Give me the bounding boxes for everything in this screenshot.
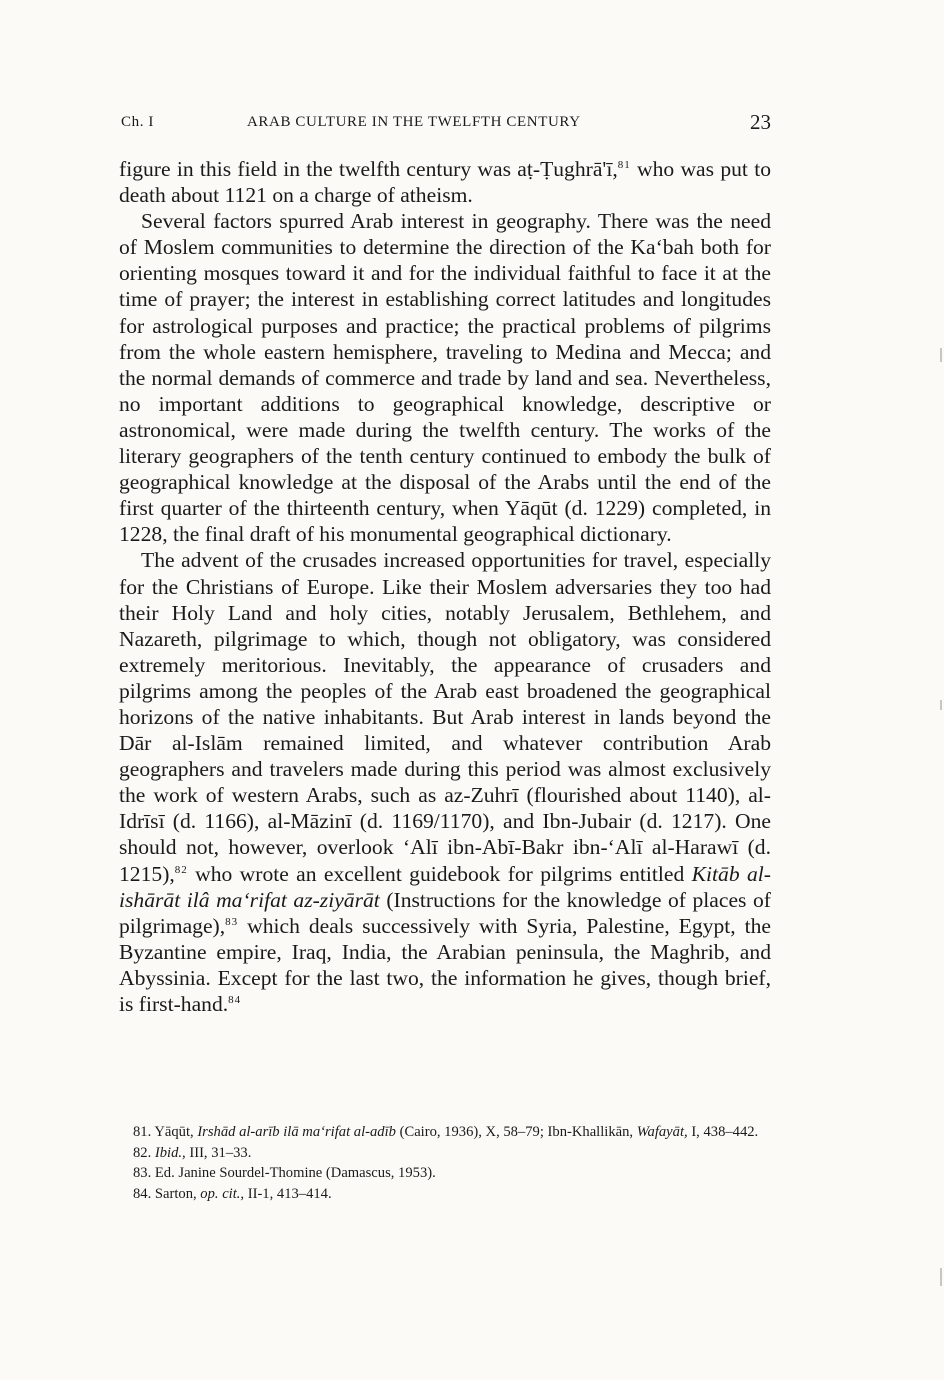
footnote [119,1163,771,1184]
running-title: ARAB CULTURE IN THE TWELFTH CENTURY [247,114,581,130]
text-run: 82. [133,1144,155,1161]
text-run: 83. Ed. Janine Sourdel-Thomine (Damascus, 1953). [133,1165,436,1181]
body-text [119,156,771,1017]
margin-mark [940,1268,942,1286]
text-run: 81. Yāqūt, [133,1124,198,1140]
footnote-ref: 84 [228,994,242,1006]
margin-mark [940,700,942,710]
footnote-ref: 82 [174,863,188,876]
text-run: The advent of the crusades increased opportunities for travel, especially for the Christians of Europe. Like their Moslem adversaries they too had their Holy Land and holy cities, notably Jerusalem, Bethlehem, and Nazareth, pilgrimage to which, though not obligatory, was considered extremely meritorious. Inevitably, the appearance of crusaders and pilgrims among the peoples of the Arab east broadened the geographical horizons of the native inhabitants. But Arab interest in lands beyond the Dār al-Islām remained limited, and whatever contribution Arab geographers and travelers made during this period was almost exclusively the work of western Arabs, such as az-Zuhrī (flourished about 1140), al-Idrīsī (d. 1166), al-Māzinī (d. 1169/1170), and Ibn-Jubair (d. 1217). One should not, however, overlook ‘Alī ibn-Abī-Bakr ibn-‘Alī al-Harawī (d. 1215), [119,548,771,886]
text-run: which deals successively with Syria, Palestine, Egypt, the Byzantine empire, Iraq, India, the Arabian peninsula, the Maghrib, and Abyssinia. Except for the last two, the information he gives, though brief, is first-hand. [119,913,771,1016]
text-run: (Instructions for the knowledge of places of pilgrimage), [119,887,771,938]
running-header [119,112,771,138]
text-run: II-1, 413–414. [244,1185,332,1202]
italic-title: Kitāb al-ishārāt ilâ ma‘rifat az-ziyārāt [119,861,771,912]
italic-title: Wafayāt, [636,1124,688,1140]
italic-title: Irshād al-arīb ilā ma‘rifat al-adīb [197,1124,396,1140]
footnote [119,1143,771,1164]
paragraph [119,208,771,547]
footnote [119,1122,771,1143]
paragraph [119,156,771,208]
chapter-label: Ch. I [121,114,154,130]
footnote [119,1184,771,1205]
text-run: who was put to death about 1121 on a charge of atheism. [119,157,771,208]
text-run: figure in this field in the twelfth century was aṭ-Ṭughrā'ī, [119,157,618,181]
footnote-ref: 81 [617,159,631,171]
footnotes [119,1122,771,1204]
text-run: who wrote an excellent guidebook for pilgrims entitled [187,861,692,886]
text-run: III, 31–33. [185,1144,252,1161]
text-run: Several factors spurred Arab interest in geography. There was the need of Moslem communities to determine the direction of the Ka‘bah both for orienting mosques toward it and for the individual faithful to face it at the time of prayer; the interest in establishing correct latitudes and longitudes for astrological purposes and practice; the practical problems of pilgrims from the whole eastern hemisphere, traveling to Medina and Mecca; and the normal demands of commerce and trade by land and sea. Nevertheless, no important additions to geographical knowledge, descriptive or astronomical, were made during the twelfth century. The works of the literary geographers of the tenth century continued to embody the bulk of geographical knowledge at the disposal of the Arabs until the end of the first quarter of the thirteenth century, when Yāqūt (d. 1229) completed, in 1228, the final draft of his monumental geographical dictionary. [119,209,771,547]
text-run: 84. Sarton, [133,1185,201,1202]
italic-title: op. cit., [200,1185,245,1202]
text-run: I, 438–442. [687,1124,759,1140]
footnote-ref: 83 [225,915,239,928]
italic-title: Ibid., [154,1144,186,1161]
margin-mark [940,348,942,362]
text-run: (Cairo, 1936), X, 58–79; Ibn-Khallikān, [395,1124,637,1140]
paragraph [119,547,771,1017]
page-number: 23 [750,110,771,134]
